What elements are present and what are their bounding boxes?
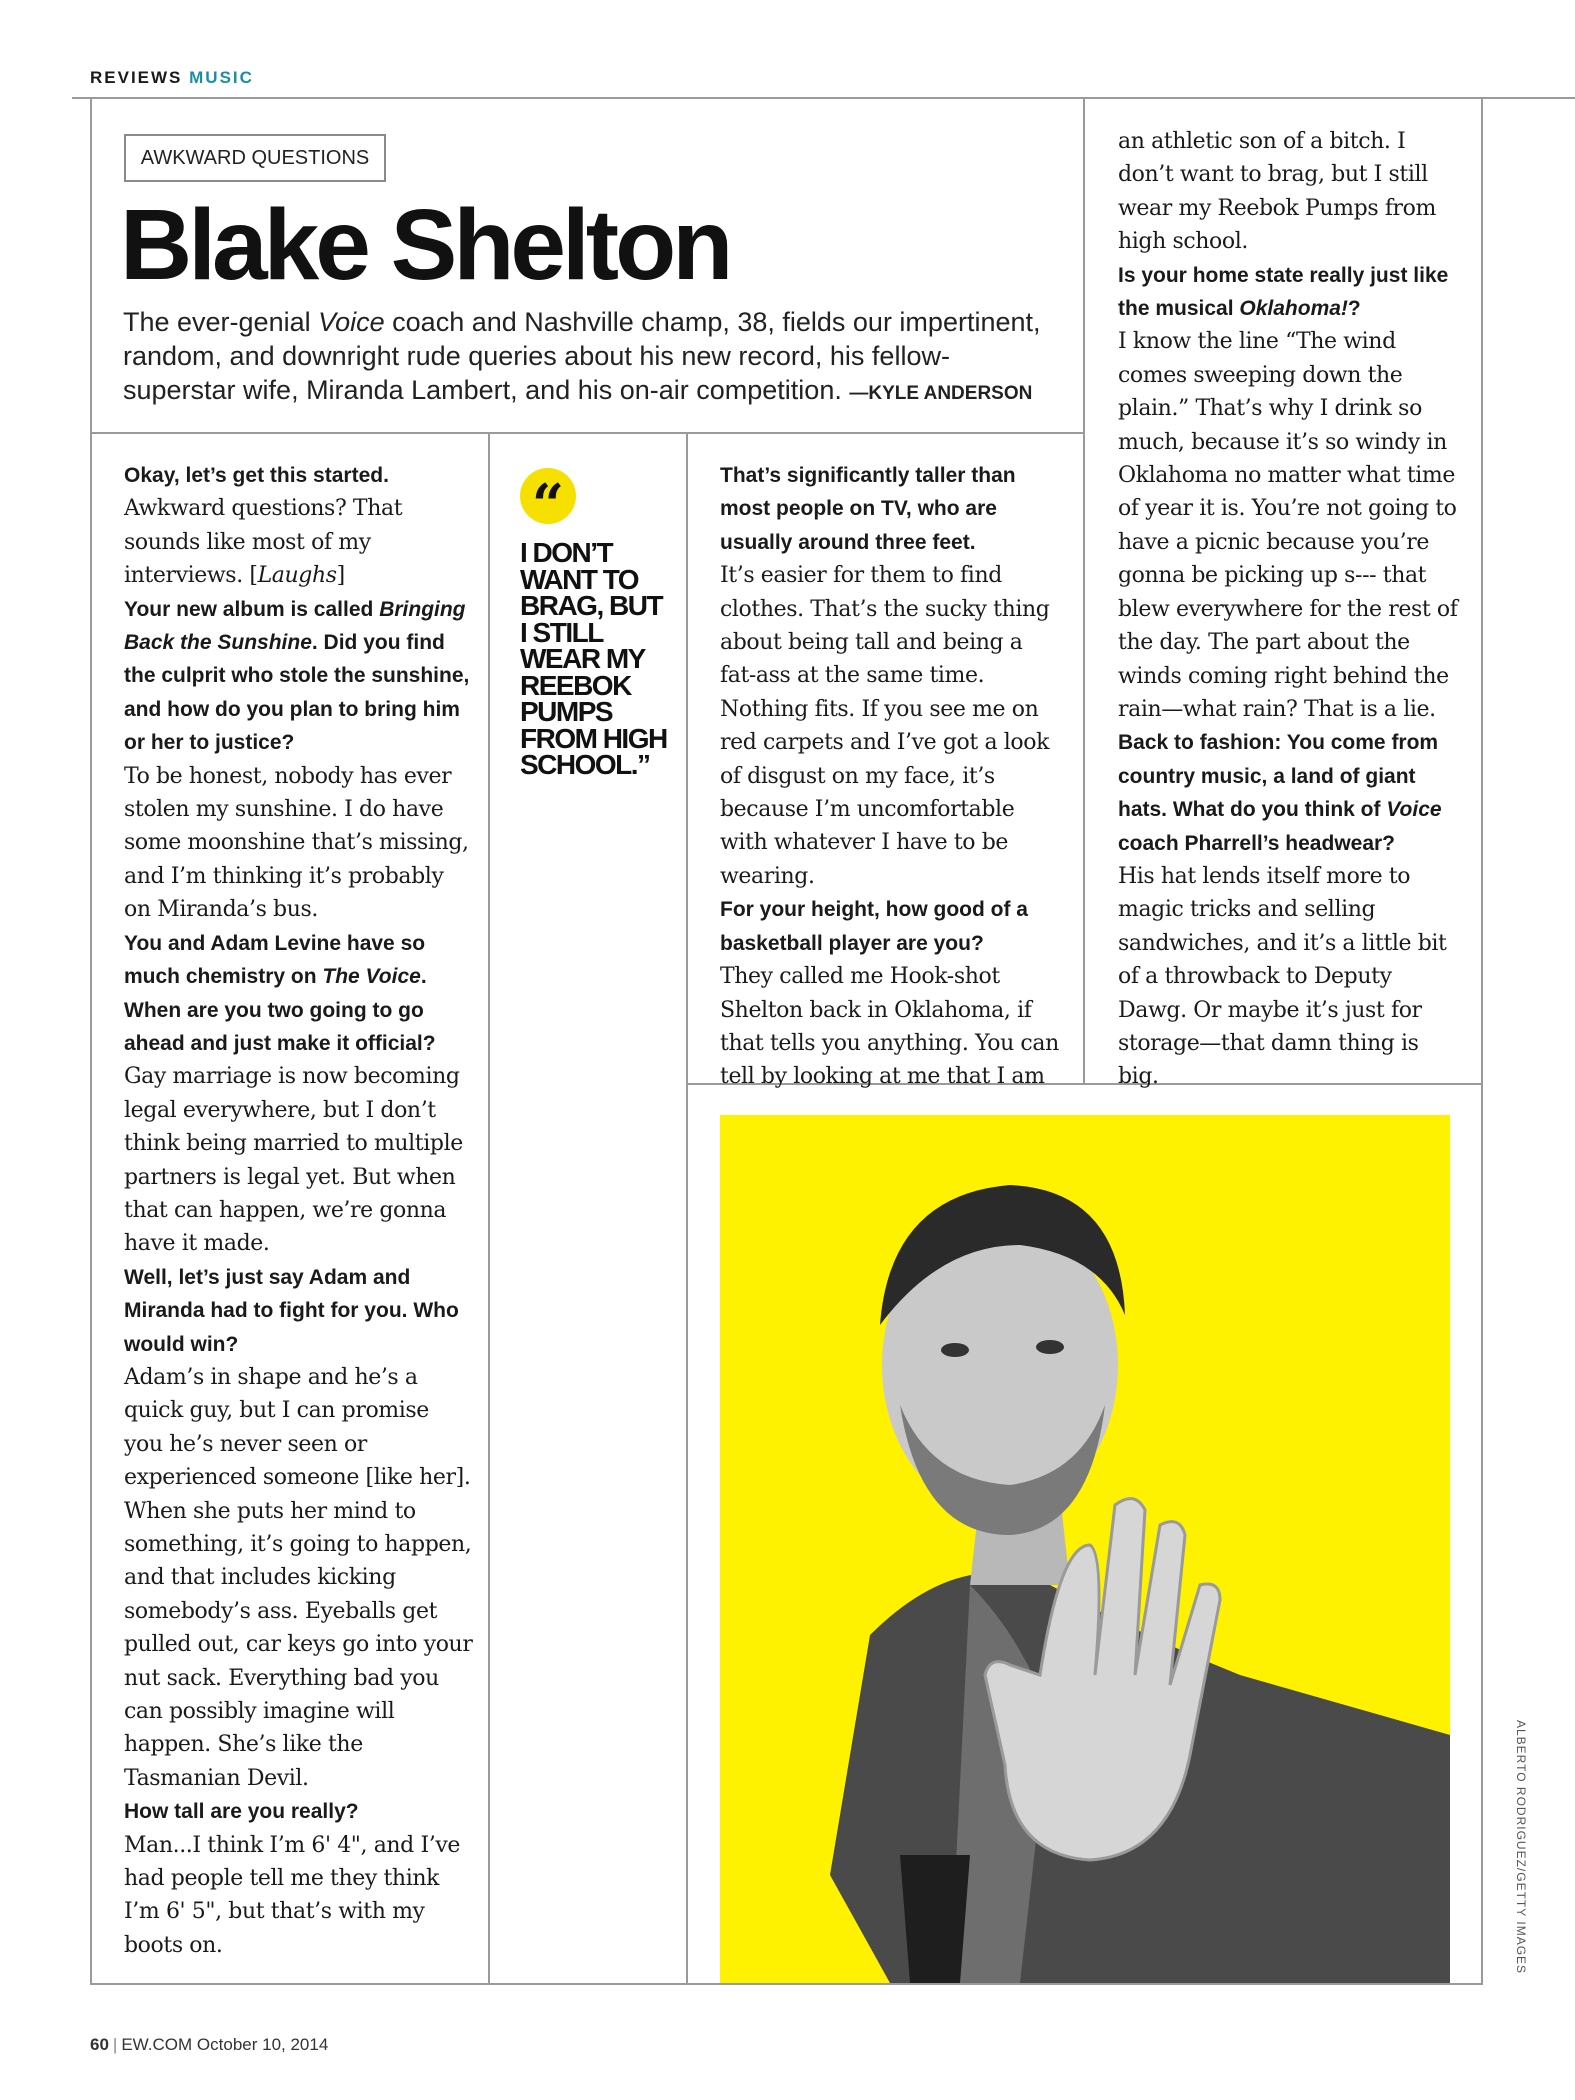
answer-italic: Laughs	[257, 563, 337, 589]
question: For your height, how good of a basketball player are you?	[720, 898, 1028, 955]
frame-left-rule	[90, 99, 92, 1984]
question	[124, 593, 474, 760]
question	[1118, 259, 1463, 326]
top-rule	[72, 97, 1575, 99]
answer: Gay marriage is now becoming legal everywhere, but I don’t think being married to multiple partners is legal yet. But when that can happen, we’re gonna have it made.	[124, 1064, 463, 1257]
question-text: . Did you find the culprit who stole the sunshine, and how do you plan to bring him or her to justice?	[124, 631, 470, 755]
answer: an athletic son of a bitch. I don’t want to brag, but I still wear my Reebok Pumps from high school.	[1118, 129, 1436, 255]
question-italic: The Voice	[322, 965, 421, 989]
question-text: coach Pharrell’s headwear?	[1118, 831, 1396, 855]
question: Well, let’s just say Adam and Miranda had to fight for you. Who would win?	[124, 1265, 459, 1356]
answer: I know the line “The wind comes sweeping down the plain.” That’s why I drink so much, because it’s so windy in Oklahoma no matter what time of year it is. You’re not going to have a picnic because you’re gonna be picking up s--- that blew everywhere for the rest of the day. The part about the winds coming right behind the rain—what rain? That is a lie.	[1118, 329, 1458, 722]
answer-text: ]	[336, 563, 345, 589]
section-name: REVIEWS	[90, 68, 183, 87]
question-text: You and Adam Levine have so much chemistry on	[124, 931, 426, 989]
frame-right-rule	[1481, 99, 1483, 1984]
quote-mark-icon: “	[520, 468, 576, 524]
dek-text-rest: coach and Nashville champ, 38, fields our impertinent, random, and downright rude queries about his new record, his fellow-superstar wife, Miranda Lambert, and his on-air competition.	[123, 307, 1041, 405]
question-italic: Oklahoma!	[1239, 297, 1348, 321]
answer	[124, 492, 474, 592]
answer: They called me Hook-shot Shelton back in Oklahoma, if that tells you anything. You can tell by looking at me that I am	[720, 964, 1059, 1090]
dek	[123, 305, 1053, 411]
portrait-photo	[720, 1115, 1450, 1983]
question-italic: Voice	[1386, 798, 1442, 822]
article-column-3	[1118, 125, 1463, 1094]
answer: It’s easier for them to find clothes. That’s the sucky thing about being tall and being a fat-ass at the same time. Nothing fits. If you see me on red carpets and I’ve got a look of disgust on my face, it’s because I’m uncomfortable with whatever I have to be wearing.	[720, 563, 1050, 889]
question-italic: Bringing Back the Sunshine	[124, 597, 466, 655]
answer-text: Awkward questions? That sounds like most of my interviews. [	[124, 496, 403, 589]
question	[124, 927, 474, 1061]
byline: —KYLE ANDERSON	[849, 383, 1033, 404]
question-text: Back to fashion: You come from country music, a land of giant hats. What do you think of	[1118, 731, 1439, 822]
question: How tall are you really?	[124, 1800, 359, 1824]
kicker: AWKWARD QUESTIONS	[124, 134, 386, 182]
pull-quote: I DON’T WANT TO BRAG, BUT I STILL WEAR MY REEBOK PUMPS FROM HIGH SCHOOL.”	[520, 537, 667, 780]
headline: Blake Shelton	[120, 189, 730, 301]
question-text: Your new album is called	[124, 597, 380, 621]
footer-date: October 10, 2014	[196, 2035, 329, 2054]
frame-bottom-rule	[90, 1983, 1483, 1985]
subsection-name: MUSIC	[189, 68, 254, 87]
answer: Adam’s in shape and he’s a quick guy, but I can promise you he’s never seen or experienced someone [like her]. When she puts her mind to something, it’s going to happen, and that includes kicking somebody’s ass. Eyeballs get pulled out, car keys go into your nut sack. Everything bad you can possibly imagine will happen. She’s like the Tasmanian Devil.	[124, 1364, 473, 1791]
article-column-1	[124, 459, 474, 1962]
column-divider-2	[686, 432, 688, 1984]
article-column-2	[720, 459, 1060, 1094]
section-label	[90, 68, 254, 88]
question-text: . When are you two going to go ahead and just make it official?	[124, 965, 436, 1055]
question: That’s significantly taller than most people on TV, who are usually around three feet.	[720, 464, 1016, 554]
page-footer	[90, 2035, 328, 2055]
photo-credit: ALBERTO RODRIGUEZ/GETTY IMAGES	[1514, 1720, 1528, 1975]
answer: His hat lends itself more to magic tricks and selling sandwiches, and it’s a little bit of a throwback to Deputy Dawg. Or maybe it’s just for storage—that damn thing is big.	[1118, 863, 1447, 1090]
portrait-illustration	[720, 1115, 1450, 1983]
column-divider-1	[488, 432, 490, 1984]
question: Okay, let’s get this started.	[124, 464, 389, 487]
dek-italic: Voice	[318, 307, 385, 337]
header-bottom-rule	[90, 432, 1083, 434]
dek-text: The ever-genial	[123, 307, 319, 337]
answer: To be honest, nobody has ever stolen my sunshine. I do have some moonshine that’s missing, and I’m thinking it’s probably on Miranda’s bus.	[124, 763, 469, 923]
question-text: ?	[1347, 297, 1361, 321]
footer-site: EW.COM	[121, 2035, 193, 2054]
question-text: Is your home state really just like the musical	[1118, 263, 1449, 321]
answer: Man...I think I’m 6' 4", and I’ve had people tell me they think I’m 6' 5", but that’s with my boots on.	[124, 1832, 460, 1958]
column-divider-3	[1083, 99, 1085, 1084]
page-number: 60	[90, 2035, 109, 2054]
question	[1118, 726, 1463, 860]
footer-separator: |	[112, 2035, 118, 2054]
